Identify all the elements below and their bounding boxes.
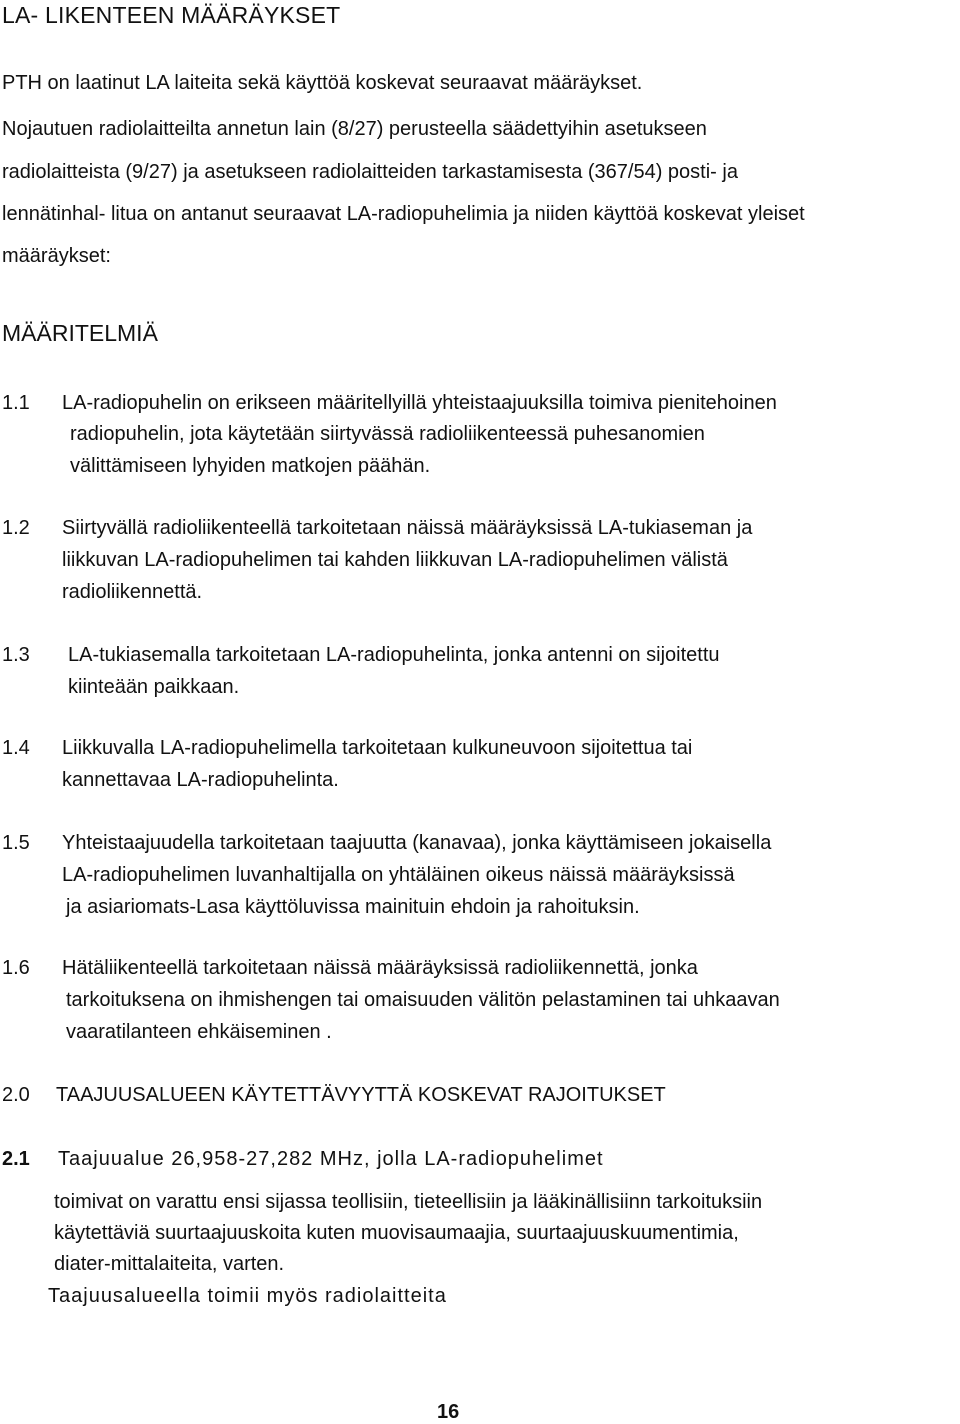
definition-line: liikkuvan LA-radiopuhelimen tai kahden liikkuvan LA-radiopuhelimen välistä	[62, 549, 728, 571]
definition-number: 1.1	[2, 392, 30, 414]
subsection-line: Taajuusalueella toimii myös radiolaitteita	[48, 1285, 447, 1307]
definitions-heading: MÄÄRITELMIÄ	[2, 320, 158, 346]
definition-number: 1.3	[2, 644, 30, 666]
definition-number: 1.5	[2, 832, 30, 854]
definition-line: Yhteistaajuudella tarkoitetaan taajuutta (kanavaa), jonka käyttämiseen jokaisella	[62, 832, 772, 854]
intro-line: määräykset:	[2, 245, 111, 267]
definition-line: LA-tukiasemalla tarkoitetaan LA-radiopuhelinta, jonka antenni on sijoitettu	[68, 644, 720, 666]
definition-line: Hätäliikenteellä tarkoitetaan näissä määräyksissä radioliikennettä, jonka	[62, 957, 698, 979]
intro-line: lennätinhal- litua on antanut seuraavat LA-radiopuhelimia ja niiden käyttöä koskevat yleiset	[2, 203, 805, 225]
definition-line: Liikkuvalla LA-radiopuhelimella tarkoitetaan kulkuneuvoon sijoitettua tai	[62, 737, 693, 759]
intro-line: PTH on laatinut LA laiteita sekä käyttöä koskevat seuraavat määräykset.	[2, 72, 643, 94]
page-number: 16	[437, 1401, 460, 1423]
definition-line: radioliikennettä.	[62, 581, 203, 603]
definition-line: LA-radiopuhelimen luvanhaltijalla on yhtäläinen oikeus näissä määräyksissä	[62, 864, 735, 886]
intro-line: Nojautuen radiolaitteilta annetun lain (8/27) perusteella säädettyihin asetukseen	[2, 118, 707, 140]
definition-number: 1.6	[2, 957, 30, 979]
section-heading: TAAJUUSALUEEN KÄYTETTÄVYYTTÄ KOSKEVAT RAJOITUKSET	[56, 1084, 666, 1106]
section-number: 2.0	[2, 1084, 30, 1106]
subsection-line: toimivat on varattu ensi sijassa teollisiin, tieteellisiin ja lääkinällisiinn tarkoituksiin	[54, 1191, 763, 1213]
definition-line: radiopuhelin, jota käytetään siirtyvässä radioliikenteessä puhesanomien	[70, 423, 705, 445]
definition-line: vaaratilanteen ehkäiseminen .	[66, 1021, 332, 1043]
subsection-heading: Taajuualue 26,958-27,282 MHz, jolla LA-radiopuhelimet	[58, 1148, 604, 1170]
definition-line: välittämiseen lyhyiden matkojen päähän.	[70, 455, 431, 477]
subsection-line: diater-mittalaiteita, varten.	[54, 1253, 285, 1275]
definition-line: kiinteään paikkaan.	[68, 676, 240, 698]
definition-number: 1.2	[2, 517, 30, 539]
definition-number: 1.4	[2, 737, 30, 759]
page-title: LA- LIKENTEEN MÄÄRÄYKSET	[2, 2, 341, 28]
subsection-number: 2.1	[2, 1148, 30, 1170]
definition-line: ja asiariomats-Lasa käyttöluvissa mainituin ehdoin ja rahoituksin.	[66, 896, 640, 918]
intro-line: radiolaitteista (9/27) ja asetukseen radiolaitteiden tarkastamisesta (367/54) posti- ja	[2, 161, 738, 183]
definition-line: tarkoituksena on ihmishengen tai omaisuuden välitön pelastaminen tai uhkaavan	[66, 989, 780, 1011]
subsection-line: käytettäviä suurtaajuuskoita kuten muovisaumaajia, suurtaajuuskuumentimia,	[54, 1222, 739, 1244]
definition-line: kannettavaa LA-radiopuhelinta.	[62, 769, 339, 791]
definition-line: Siirtyvällä radioliikenteellä tarkoitetaan näissä määräyksissä LA-tukiaseman ja	[62, 517, 753, 539]
definition-line: LA-radiopuhelin on erikseen määritellyillä yhteistaajuuksilla toimiva pienitehoinen	[62, 392, 777, 414]
